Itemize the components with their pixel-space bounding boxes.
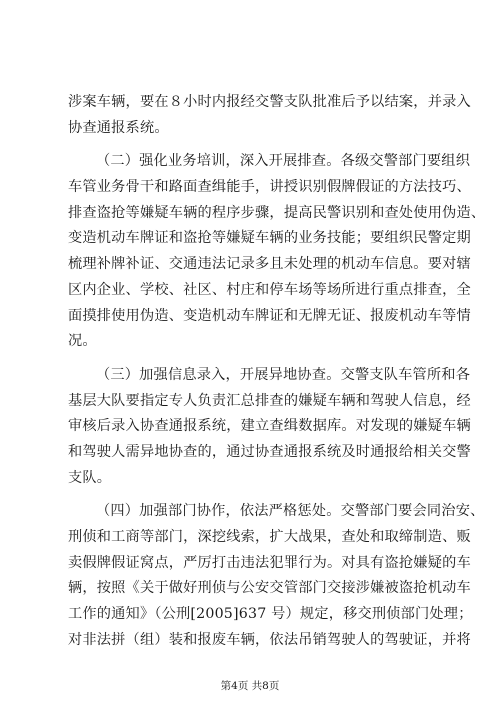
- text-line: 刑侦和工商等部门，深挖线索，扩大战果，查处和取缔制造、贩: [68, 529, 471, 545]
- paragraph-gap: [68, 355, 438, 363]
- paragraph: [68, 149, 486, 355]
- text-line: 排查盗抢等嫌疑车辆的程序步骤，提高民警识别和查处使用伪造、: [68, 204, 486, 221]
- text-line: 对非法拼（组）装和报废车辆，依法吊销驾驶人的驾驶证，并将: [68, 631, 471, 648]
- text-line: （二）强化业务培训，深入开展排查。各级交警部门要组织: [96, 153, 471, 170]
- text-line: 况。: [68, 333, 97, 350]
- text-line: 基层大队要指定专人负责汇总排查的嫌疑车辆和驾驶人信息，经: [68, 392, 471, 409]
- text-line: 卖假牌假证窝点，严厉打击违法犯罪行为。对具有盗抢嫌疑的车: [68, 554, 471, 571]
- text-line: 面摸排使用伪造、变造机动车牌证和无牌无证、报废机动车等情: [68, 307, 471, 324]
- paragraph: [68, 90, 471, 141]
- paragraph-gap: [68, 491, 438, 499]
- text-line: 工作的通知》（公刑[2005]637 号）规定，移交刑侦部门处理；: [68, 606, 473, 623]
- text-line: 协查通报系统。: [68, 119, 169, 136]
- text-line: 梳理补牌补证、交通违法记录多且未处理的机动车信息。要对辖: [68, 256, 471, 273]
- paragraph-gap: [68, 141, 438, 149]
- text-line: 变造机动车牌证和盗抢等嫌疑车辆的业务技能；要组织民警定期: [68, 230, 471, 247]
- paragraph: [68, 363, 471, 491]
- text-line: 区内企业、学校、社区、村庄和停车场等场所进行重点排查，全: [68, 281, 471, 298]
- text-line: 和驾驶人需异地协查的，通过协查通报系统及时通报给相关交警: [68, 443, 471, 460]
- text-line: （三）加强信息录入，开展异地协查。交警支队车管所和各: [96, 366, 471, 383]
- text-line: 辆，按照《关于做好刑侦与公安交管部门交接涉嫌被盗抢机动车: [68, 580, 471, 597]
- text-line: 支队。: [68, 469, 112, 486]
- paragraph: [68, 499, 485, 653]
- text-line: （四）加强部门协作，依法严格惩处。交警部门要会同治安、: [96, 503, 485, 520]
- document-body: [68, 90, 486, 653]
- page-footer: 第4页 共8页: [220, 680, 280, 692]
- text-line: 审核后录入协查通报系统，建立查缉数据库。对发现的嫌疑车辆: [68, 418, 471, 435]
- text-line: 车管业务骨干和路面查缉能手，讲授识别假牌假证的方法技巧、: [68, 179, 471, 196]
- text-line: 涉案车辆，要在８小时内报经交警支队批准后予以结案，并录入: [68, 94, 471, 110]
